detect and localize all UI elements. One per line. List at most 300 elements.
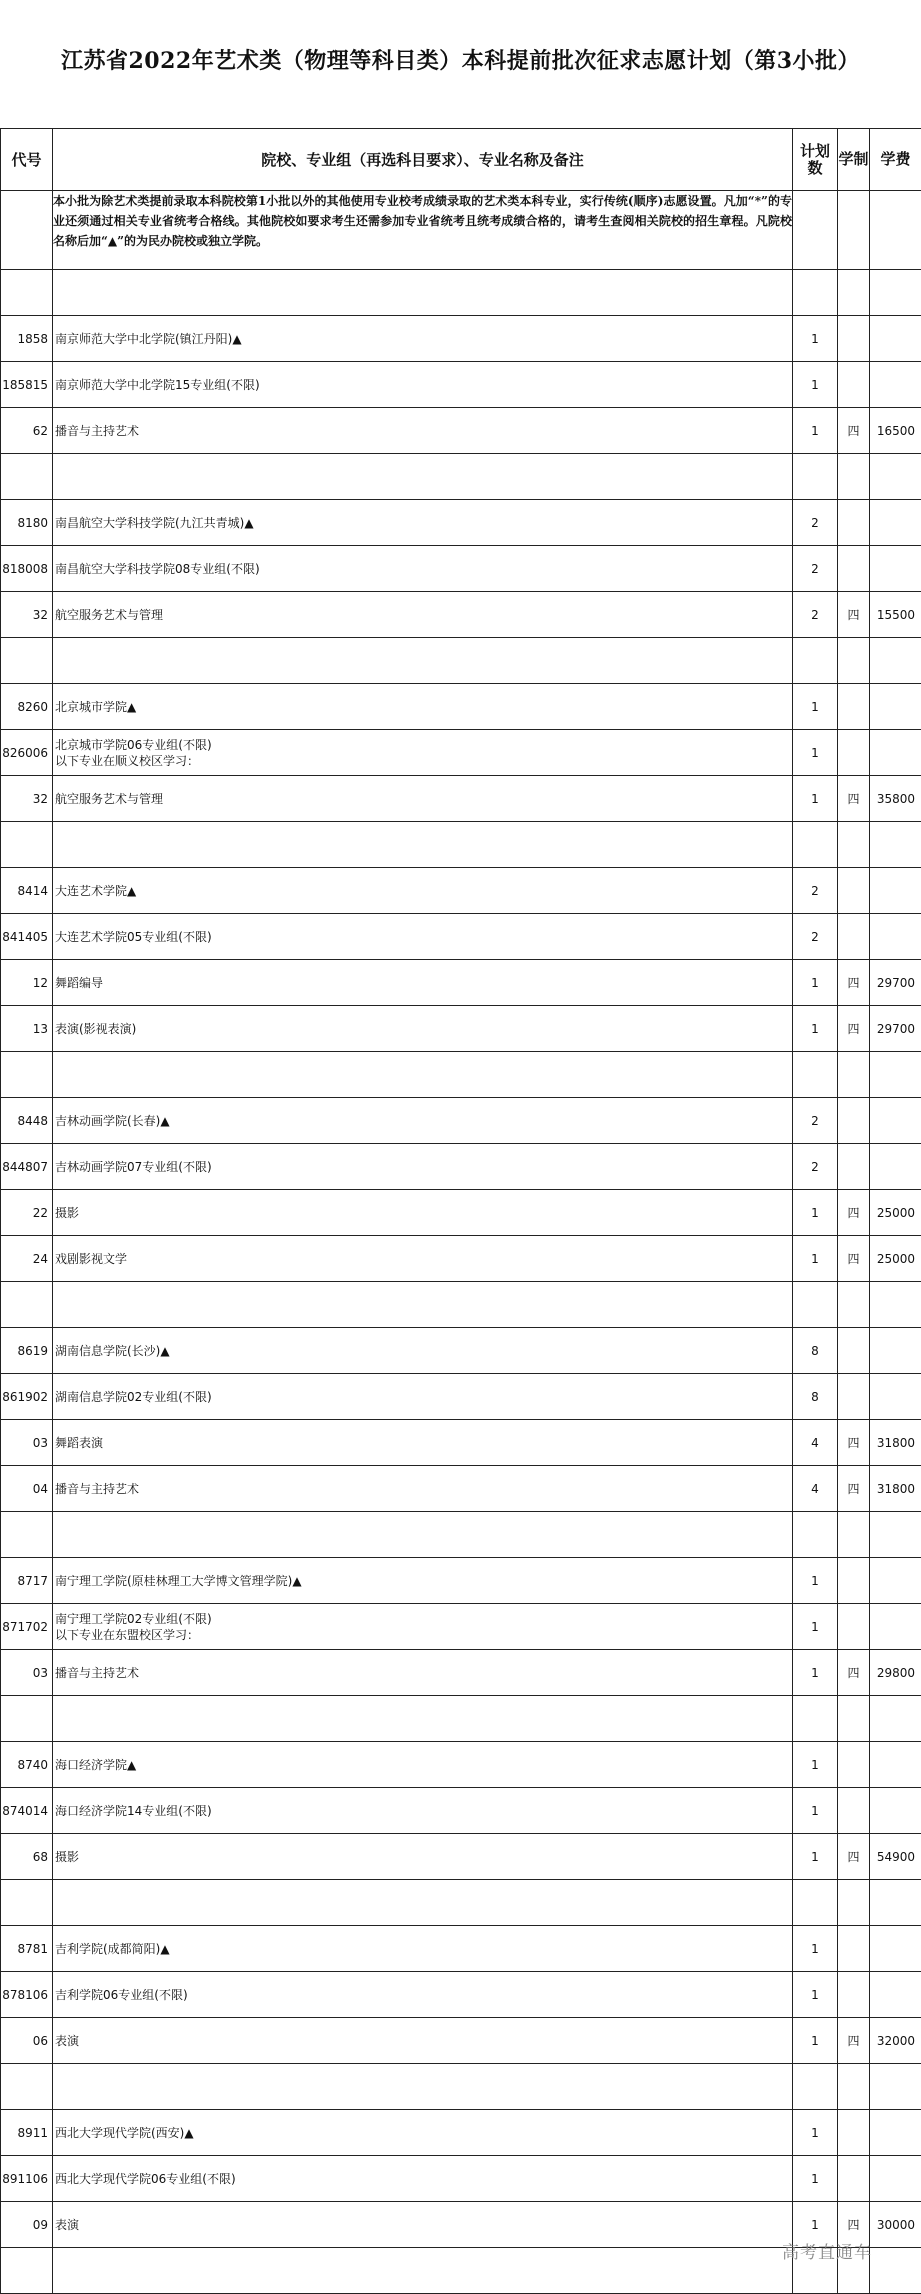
system-cell: 四 (838, 408, 870, 454)
name-text: 舞蹈表演 (55, 1435, 792, 1451)
count-cell: 1 (793, 960, 838, 1006)
count-cell: 1 (793, 2110, 838, 2156)
fee-cell (870, 2156, 921, 2202)
fee-cell: 54900 (870, 1834, 921, 1880)
header-code: 代号 (1, 129, 53, 191)
table-row (1, 1650, 921, 1696)
code-cell: 841405 (1, 914, 53, 960)
code-cell: 03 (1, 1420, 53, 1466)
blank-cell (870, 454, 921, 500)
table-row (1, 914, 921, 960)
name-cell (53, 1972, 793, 2018)
blank-row (1, 454, 921, 500)
fee-cell: 15500 (870, 592, 921, 638)
fee-cell (870, 1558, 921, 1604)
name-text: 南京师范大学中北学院(镇江丹阳)▲ (55, 331, 792, 347)
table-row (1, 1558, 921, 1604)
count-cell: 1 (793, 1926, 838, 1972)
name-text: 北京城市学院▲ (55, 699, 792, 715)
blank-cell (793, 1880, 838, 1926)
name-cell (53, 592, 793, 638)
count-cell: 1 (793, 730, 838, 776)
name-text: 舞蹈编导 (55, 975, 792, 991)
header-plan: 计划数 (793, 129, 838, 191)
code-cell: 844807 (1, 1144, 53, 1190)
blank-cell (793, 1282, 838, 1328)
name-text: 西北大学现代学院06专业组(不限) (55, 2171, 792, 2187)
name-cell (53, 408, 793, 454)
name-text: 湖南信息学院(长沙)▲ (55, 1343, 792, 1359)
name-text: 吉林动画学院07专业组(不限) (55, 1159, 792, 1175)
table-row (1, 1144, 921, 1190)
count-cell: 2 (793, 1144, 838, 1190)
fee-cell: 25000 (870, 1190, 921, 1236)
name-text: 表演(影视表演) (55, 1021, 792, 1037)
blank-cell (1, 1696, 53, 1742)
blank-cell (53, 1282, 793, 1328)
system-cell (838, 1558, 870, 1604)
name-cell (53, 1236, 793, 1282)
system-cell: 四 (838, 1006, 870, 1052)
code-cell: 874014 (1, 1788, 53, 1834)
blank-cell (53, 454, 793, 500)
name-text: 大连艺术学院▲ (55, 883, 792, 899)
code-cell: 8911 (1, 2110, 53, 2156)
table-row (1, 316, 921, 362)
table-row (1, 546, 921, 592)
name-cell (53, 1558, 793, 1604)
name-text: 吉利学院06专业组(不限) (55, 1987, 792, 2003)
note-fee-cell (870, 191, 921, 270)
note-text: 本小批为除艺术类提前录取本科院校第1小批以外的其他使用专业校考成绩录取的艺术类本科专业，实行传统(顺序)志愿设置。凡加“*”的专业还须通过相关专业省统考合格线。其他院校如要求考生还需参加专业省统考且统考成绩合格的，请考生查阅相关院校的招生章程。凡院校名称后加“▲”的为民办院校或独立学院。 (53, 191, 793, 270)
name-cell (53, 1742, 793, 1788)
header-name: 院校、专业组（再选科目要求）、专业名称及备注 (53, 129, 793, 191)
table-row (1, 1374, 921, 1420)
table-row (1, 2110, 921, 2156)
fee-cell (870, 1098, 921, 1144)
system-cell (838, 1098, 870, 1144)
blank-cell (870, 1052, 921, 1098)
note-system-cell (838, 191, 870, 270)
table-row (1, 684, 921, 730)
count-cell: 2 (793, 868, 838, 914)
blank-cell (838, 1512, 870, 1558)
blank-cell (793, 638, 838, 684)
table-row (1, 776, 921, 822)
fee-cell (870, 1374, 921, 1420)
blank-cell (1, 454, 53, 500)
blank-cell (838, 2064, 870, 2110)
blank-cell (53, 1880, 793, 1926)
name-text: 大连艺术学院05专业组(不限) (55, 929, 792, 945)
table-header-row (1, 129, 921, 191)
count-cell: 1 (793, 316, 838, 362)
blank-cell (838, 1696, 870, 1742)
name-text: 海口经济学院▲ (55, 1757, 792, 1773)
blank-cell (53, 2064, 793, 2110)
count-cell: 1 (793, 1558, 838, 1604)
fee-cell: 35800 (870, 776, 921, 822)
name-text: 南宁理工学院(原桂林理工大学博文管理学院)▲ (55, 1573, 792, 1589)
name-text: 南昌航空大学科技学院(九江共青城)▲ (55, 515, 792, 531)
name-text: 表演 (55, 2217, 792, 2233)
count-cell: 1 (793, 1236, 838, 1282)
count-cell: 1 (793, 684, 838, 730)
system-cell (838, 1604, 870, 1650)
name-cell (53, 684, 793, 730)
page-title: 江苏省2022年艺术类（物理等科目类）本科提前批次征求志愿计划（第3小批） (0, 44, 921, 75)
name-cell (53, 1834, 793, 1880)
fee-cell (870, 1144, 921, 1190)
name-cell (53, 1328, 793, 1374)
table-row (1, 1834, 921, 1880)
name-cell (53, 1788, 793, 1834)
blank-cell (870, 270, 921, 316)
name-text: 吉利学院(成都简阳)▲ (55, 1941, 792, 1957)
code-cell: 871702 (1, 1604, 53, 1650)
code-cell: 861902 (1, 1374, 53, 1420)
name-remark: 以下专业在顺义校区学习： (55, 753, 792, 769)
name-cell (53, 868, 793, 914)
table-row (1, 408, 921, 454)
fee-cell (870, 1788, 921, 1834)
count-cell: 1 (793, 1788, 838, 1834)
blank-cell (870, 822, 921, 868)
fee-cell (870, 1328, 921, 1374)
blank-cell (793, 2064, 838, 2110)
fee-cell (870, 316, 921, 362)
name-text: 摄影 (55, 1205, 792, 1221)
blank-cell (838, 1880, 870, 1926)
system-cell (838, 730, 870, 776)
system-cell (838, 546, 870, 592)
count-cell: 1 (793, 776, 838, 822)
system-cell: 四 (838, 1650, 870, 1696)
code-cell: 8448 (1, 1098, 53, 1144)
blank-row (1, 1880, 921, 1926)
system-cell (838, 684, 870, 730)
count-cell: 1 (793, 408, 838, 454)
code-cell: 13 (1, 1006, 53, 1052)
fee-cell: 29800 (870, 1650, 921, 1696)
count-cell: 2 (793, 592, 838, 638)
blank-row (1, 638, 921, 684)
fee-cell: 32000 (870, 2018, 921, 2064)
blank-cell (1, 638, 53, 684)
name-cell (53, 730, 793, 776)
blank-row (1, 1512, 921, 1558)
table-row (1, 1926, 921, 1972)
table-row (1, 960, 921, 1006)
count-cell: 1 (793, 1006, 838, 1052)
system-cell: 四 (838, 2018, 870, 2064)
count-cell: 4 (793, 1420, 838, 1466)
name-text: 摄影 (55, 1849, 792, 1865)
system-cell: 四 (838, 1466, 870, 1512)
name-text: 南昌航空大学科技学院08专业组(不限) (55, 561, 792, 577)
header-system: 学制 (838, 129, 870, 191)
system-cell (838, 1374, 870, 1420)
system-cell: 四 (838, 592, 870, 638)
name-cell (53, 776, 793, 822)
blank-cell (1, 2064, 53, 2110)
blank-cell (53, 822, 793, 868)
fee-cell: 31800 (870, 1466, 921, 1512)
code-cell: 8619 (1, 1328, 53, 1374)
code-cell: 8740 (1, 1742, 53, 1788)
count-cell: 1 (793, 1834, 838, 1880)
name-cell (53, 1144, 793, 1190)
name-text: 西北大学现代学院(西安)▲ (55, 2125, 792, 2141)
name-text: 南宁理工学院02专业组(不限) (55, 1611, 792, 1627)
code-cell: 818008 (1, 546, 53, 592)
table-row (1, 362, 921, 408)
blank-row (1, 1696, 921, 1742)
name-text: 表演 (55, 2033, 792, 2049)
blank-cell (53, 1052, 793, 1098)
count-cell: 8 (793, 1328, 838, 1374)
fee-cell (870, 914, 921, 960)
name-cell (53, 1604, 793, 1650)
fee-cell (870, 730, 921, 776)
blank-cell (53, 1696, 793, 1742)
code-cell: 826006 (1, 730, 53, 776)
name-cell (53, 362, 793, 408)
name-cell (53, 1190, 793, 1236)
table-row (1, 1788, 921, 1834)
code-cell: 62 (1, 408, 53, 454)
system-cell (838, 1144, 870, 1190)
fee-cell (870, 362, 921, 408)
code-cell: 04 (1, 1466, 53, 1512)
count-cell: 1 (793, 1604, 838, 1650)
note-plan-cell (793, 191, 838, 270)
blank-cell (53, 638, 793, 684)
fee-cell (870, 2110, 921, 2156)
blank-cell (870, 1512, 921, 1558)
code-cell: 32 (1, 776, 53, 822)
table-body (1, 191, 921, 2294)
fee-cell: 31800 (870, 1420, 921, 1466)
name-remark: 以下专业在东盟校区学习： (55, 1627, 792, 1643)
blank-cell (53, 270, 793, 316)
name-cell (53, 1650, 793, 1696)
count-cell: 1 (793, 2156, 838, 2202)
name-cell (53, 2110, 793, 2156)
name-cell (53, 1098, 793, 1144)
blank-cell (870, 638, 921, 684)
code-cell: 03 (1, 1650, 53, 1696)
count-cell: 2 (793, 1098, 838, 1144)
table-row (1, 868, 921, 914)
name-cell (53, 500, 793, 546)
count-cell: 2 (793, 546, 838, 592)
blank-row (1, 822, 921, 868)
code-cell: 06 (1, 2018, 53, 2064)
table-row (1, 2156, 921, 2202)
blank-cell (53, 1512, 793, 1558)
table-row (1, 1420, 921, 1466)
blank-row (1, 1052, 921, 1098)
name-text: 湖南信息学院02专业组(不限) (55, 1389, 792, 1405)
code-cell: 8781 (1, 1926, 53, 1972)
fee-cell: 16500 (870, 408, 921, 454)
code-cell: 12 (1, 960, 53, 1006)
table-row (1, 1236, 921, 1282)
count-cell: 2 (793, 500, 838, 546)
count-cell: 1 (793, 362, 838, 408)
table-row (1, 1972, 921, 2018)
count-cell: 1 (793, 1742, 838, 1788)
code-cell: 8414 (1, 868, 53, 914)
name-cell (53, 1420, 793, 1466)
blank-cell (870, 1282, 921, 1328)
fee-cell: 30000 (870, 2202, 921, 2248)
note-code-cell (1, 191, 53, 270)
blank-cell (1, 822, 53, 868)
name-cell (53, 914, 793, 960)
code-cell: 8717 (1, 1558, 53, 1604)
name-text: 北京城市学院06专业组(不限) (55, 737, 792, 753)
note-row (1, 191, 921, 270)
system-cell: 四 (838, 1834, 870, 1880)
code-cell: 8180 (1, 500, 53, 546)
table-row (1, 1006, 921, 1052)
system-cell: 四 (838, 2202, 870, 2248)
blank-cell (838, 1052, 870, 1098)
blank-cell (793, 822, 838, 868)
table-row (1, 1742, 921, 1788)
code-cell: 185815 (1, 362, 53, 408)
blank-cell (870, 1696, 921, 1742)
blank-row (1, 270, 921, 316)
blank-cell (1, 1512, 53, 1558)
name-text: 航空服务艺术与管理 (55, 607, 792, 623)
table-row (1, 1466, 921, 1512)
system-cell (838, 2110, 870, 2156)
plan-table (0, 128, 921, 2294)
blank-cell (838, 270, 870, 316)
count-cell: 4 (793, 1466, 838, 1512)
table-row (1, 500, 921, 546)
count-cell: 1 (793, 1190, 838, 1236)
system-cell (838, 1328, 870, 1374)
fee-cell (870, 1926, 921, 1972)
table-row (1, 592, 921, 638)
table-row (1, 1190, 921, 1236)
system-cell: 四 (838, 1190, 870, 1236)
name-cell (53, 316, 793, 362)
table-row (1, 1604, 921, 1650)
fee-cell (870, 500, 921, 546)
name-cell (53, 1374, 793, 1420)
watermark: 高考直通车 (782, 2238, 872, 2263)
name-cell (53, 546, 793, 592)
system-cell: 四 (838, 776, 870, 822)
fee-cell (870, 1604, 921, 1650)
count-cell: 1 (793, 1650, 838, 1696)
name-cell (53, 2018, 793, 2064)
system-cell: 四 (838, 960, 870, 1006)
blank-cell (838, 1282, 870, 1328)
name-text: 播音与主持艺术 (55, 1665, 792, 1681)
blank-cell (793, 270, 838, 316)
code-cell: 68 (1, 1834, 53, 1880)
system-cell (838, 914, 870, 960)
system-cell (838, 1742, 870, 1788)
fee-cell: 29700 (870, 1006, 921, 1052)
fee-cell: 29700 (870, 960, 921, 1006)
table-row (1, 1098, 921, 1144)
system-cell (838, 2156, 870, 2202)
fee-cell (870, 1742, 921, 1788)
system-cell (838, 316, 870, 362)
name-text: 海口经济学院14专业组(不限) (55, 1803, 792, 1819)
count-cell: 1 (793, 1972, 838, 2018)
table-row (1, 2018, 921, 2064)
blank-cell (793, 1512, 838, 1558)
blank-cell (838, 454, 870, 500)
header-fee: 学费 (870, 129, 921, 191)
table-row (1, 730, 921, 776)
blank-cell (838, 822, 870, 868)
code-cell: 8260 (1, 684, 53, 730)
name-text: 航空服务艺术与管理 (55, 791, 792, 807)
blank-cell (1, 1052, 53, 1098)
blank-cell (838, 638, 870, 684)
fee-cell (870, 684, 921, 730)
blank-cell (1, 270, 53, 316)
fee-cell (870, 868, 921, 914)
system-cell (838, 1926, 870, 1972)
blank-cell (793, 454, 838, 500)
code-cell: 891106 (1, 2156, 53, 2202)
blank-cell (793, 1052, 838, 1098)
name-cell (53, 1466, 793, 1512)
count-cell: 8 (793, 1374, 838, 1420)
code-cell: 1858 (1, 316, 53, 362)
blank-row (1, 1282, 921, 1328)
code-cell: 32 (1, 592, 53, 638)
blank-cell (1, 1282, 53, 1328)
name-text: 吉林动画学院(长春)▲ (55, 1113, 792, 1129)
fee-cell (870, 546, 921, 592)
name-cell (53, 960, 793, 1006)
table-row (1, 1328, 921, 1374)
count-cell: 1 (793, 2202, 838, 2248)
name-text: 播音与主持艺术 (55, 423, 792, 439)
name-cell (53, 2156, 793, 2202)
name-cell (53, 1006, 793, 1052)
blank-cell (1, 1880, 53, 1926)
blank-cell (793, 1696, 838, 1742)
fee-cell (870, 1972, 921, 2018)
system-cell (838, 1788, 870, 1834)
blank-cell (870, 1880, 921, 1926)
count-cell: 1 (793, 2018, 838, 2064)
fee-cell: 25000 (870, 1236, 921, 1282)
blank-cell (870, 2064, 921, 2110)
code-cell: 878106 (1, 1972, 53, 2018)
code-cell: 24 (1, 1236, 53, 1282)
system-cell (838, 500, 870, 546)
name-text: 戏剧影视文学 (55, 1251, 792, 1267)
name-cell (53, 2202, 793, 2248)
code-cell: 09 (1, 2202, 53, 2248)
system-cell (838, 868, 870, 914)
system-cell: 四 (838, 1420, 870, 1466)
count-cell: 2 (793, 914, 838, 960)
